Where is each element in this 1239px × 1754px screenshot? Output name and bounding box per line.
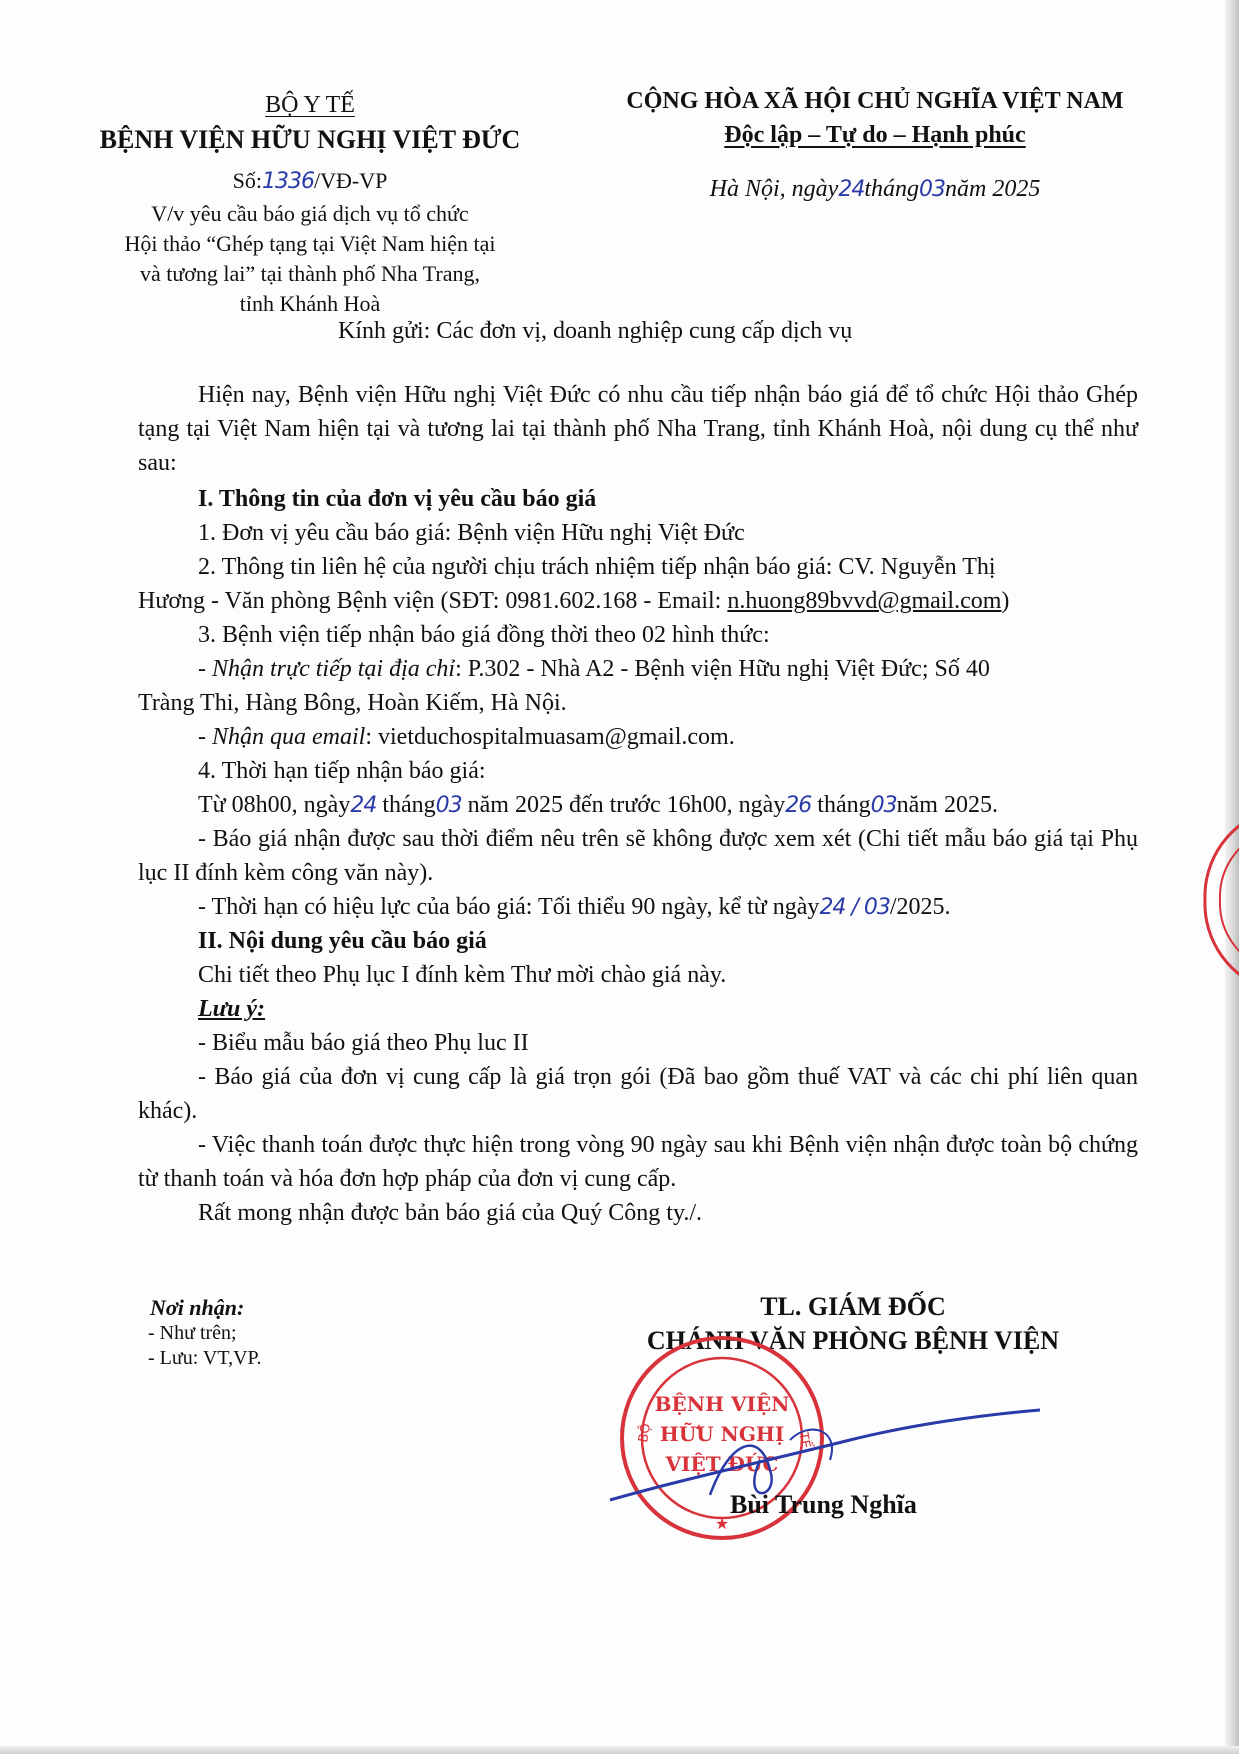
header-left [60,88,560,319]
section-2-text: Chi tiết theo Phụ lục I đính kèm Thư mời chào giá này. [198,962,727,988]
item-4: 4. Thời hạn tiếp nhận báo giá: [198,758,486,784]
subject-line: V/v yêu cầu báo giá dịch vụ tổ chức [151,201,469,226]
item-2-line-1: 2. Thông tin liên hệ của người chịu trách nhiệm tiếp nhận báo giá: CV. Nguyễn Thị [198,554,996,580]
stamp-ring-text: TẾ [795,1431,813,1450]
header-right [575,84,1175,207]
document-number: Số:1336/VĐ-VP [232,168,388,194]
stamp-text-line: VIỆT ĐỨC [665,1452,779,1476]
section-2-title: II. Nội dung yêu cầu báo giá [198,928,487,954]
contact-email-link[interactable]: n.huong89bvvd@gmail.com [727,588,1002,614]
partial-stamp-edge [1200,800,1239,1000]
stamp-star-icon: ★ [714,1516,730,1533]
hospital-name: BỆNH VIỆN HỮU NGHỊ VIỆT ĐỨC [99,125,521,154]
doc-number-handwritten: 1336 [262,169,314,194]
subject-line: tỉnh Khánh Hoà [239,291,381,316]
note-3: - Việc thanh toán được thực hiện trong vòng 90 ngày sau khi Bệnh viện nhận được toàn bộ chứng từ thanh toán và hóa đơn hợp pháp của đơn vị cung cấp. [138,1132,1138,1192]
closing: Rất mong nhận được bản báo giá của Quý Công ty./. [198,1200,703,1226]
signature-title: TL. GIÁM ĐỐC CHÁNH VĂN PHÒNG BỆNH VIỆN [646,1292,1060,1355]
ministry-name: BỘ Y TẾ [265,92,355,118]
scan-edge-bottom [0,1746,1239,1754]
subject-line: Hội thảo “Ghép tạng tại Việt Nam hiện tại [124,231,496,256]
motto: Độc lập – Tự do – Hạnh phúc [724,122,1026,148]
place-date: Hà Nội, ngày24tháng03năm 2025 [709,176,1041,202]
stamp-text-line: HỮU NGHỊ [659,1422,785,1446]
recipient-item: - Lưu: VT,VP. [148,1347,262,1369]
intro-paragraph: Hiện nay, Bệnh viện Hữu nghị Việt Đức có nhu cầu tiếp nhận báo giá để tổ chức Hội thảo Ghép tạng tại Việt Nam hiện tại và tương lai tại thành phố Nha Trang, tỉnh Khánh Hoà, nội dung cụ thể như sau: [138,382,1138,476]
subject-line: và tương lai” tại thành phố Nha Trang, [139,261,481,286]
recipient-item: - Như trên; [148,1322,237,1344]
item-4-note: - Báo giá nhận được sau thời điểm nêu trên sẽ không được xem xét (Chi tiết mẫu báo giá tại Phụ lục II đính kèm công văn này). [138,826,1138,886]
note-title: Lưu ý: [198,996,266,1022]
item-1: 1. Đơn vị yêu cầu báo giá: Bệnh viện Hữu nghị Việt Đức [198,520,745,546]
item-4-validity: - Thời hạn có hiệu lực của báo giá: Tối thiểu 90 ngày, kể từ ngày24 / 03/2025. [198,894,951,920]
signer-name: Bùi Trung Nghĩa [730,1490,917,1519]
item-3-direct: - Nhận trực tiếp tại địa chỉ: P.302 - Nhà A2 - Bệnh viện Hữu nghị Việt Đức; Số 40 [198,656,990,682]
item-4-period: Từ 08h00, ngày24 tháng03 năm 2025 đến trước 16h00, ngày26 tháng03năm 2025. [198,792,998,818]
note-1: - Biểu mẫu báo giá theo Phụ luc II [198,1030,529,1056]
item-2-line-2: Hương - Văn phòng Bệnh viện (SĐT: 0981.602.168 - Email: n.huong89bvvd@gmail.com) [138,588,1010,614]
nation-title: CỘNG HÒA XÃ HỘI CHỦ NGHĨA VIỆT NAM [626,88,1124,114]
item-3-email: - Nhận qua email: vietduchospitalmuasam@gmail.com. [198,724,735,750]
stamp-ring-text: BỘ [636,1422,655,1444]
stamp-text-line: BỆNH VIỆN [654,1392,790,1416]
item-3: 3. Bệnh viện tiếp nhận báo giá đồng thời theo 02 hình thức: [198,622,770,648]
section-1-title: I. Thông tin của đơn vị yêu cầu báo giá [198,486,597,512]
greeting: Kính gửi: Các đơn vị, doanh nghiệp cung cấp dịch vụ [338,318,853,344]
note-2: - Báo giá của đơn vị cung cấp là giá trọn gói (Đã bao gồm thuế VAT và các chi phí liên quan khác). [138,1064,1138,1124]
recipients-title: Nơi nhận: [150,1295,245,1320]
item-3-direct-address: Tràng Thi, Hàng Bông, Hoàn Kiếm, Hà Nội. [138,690,567,716]
